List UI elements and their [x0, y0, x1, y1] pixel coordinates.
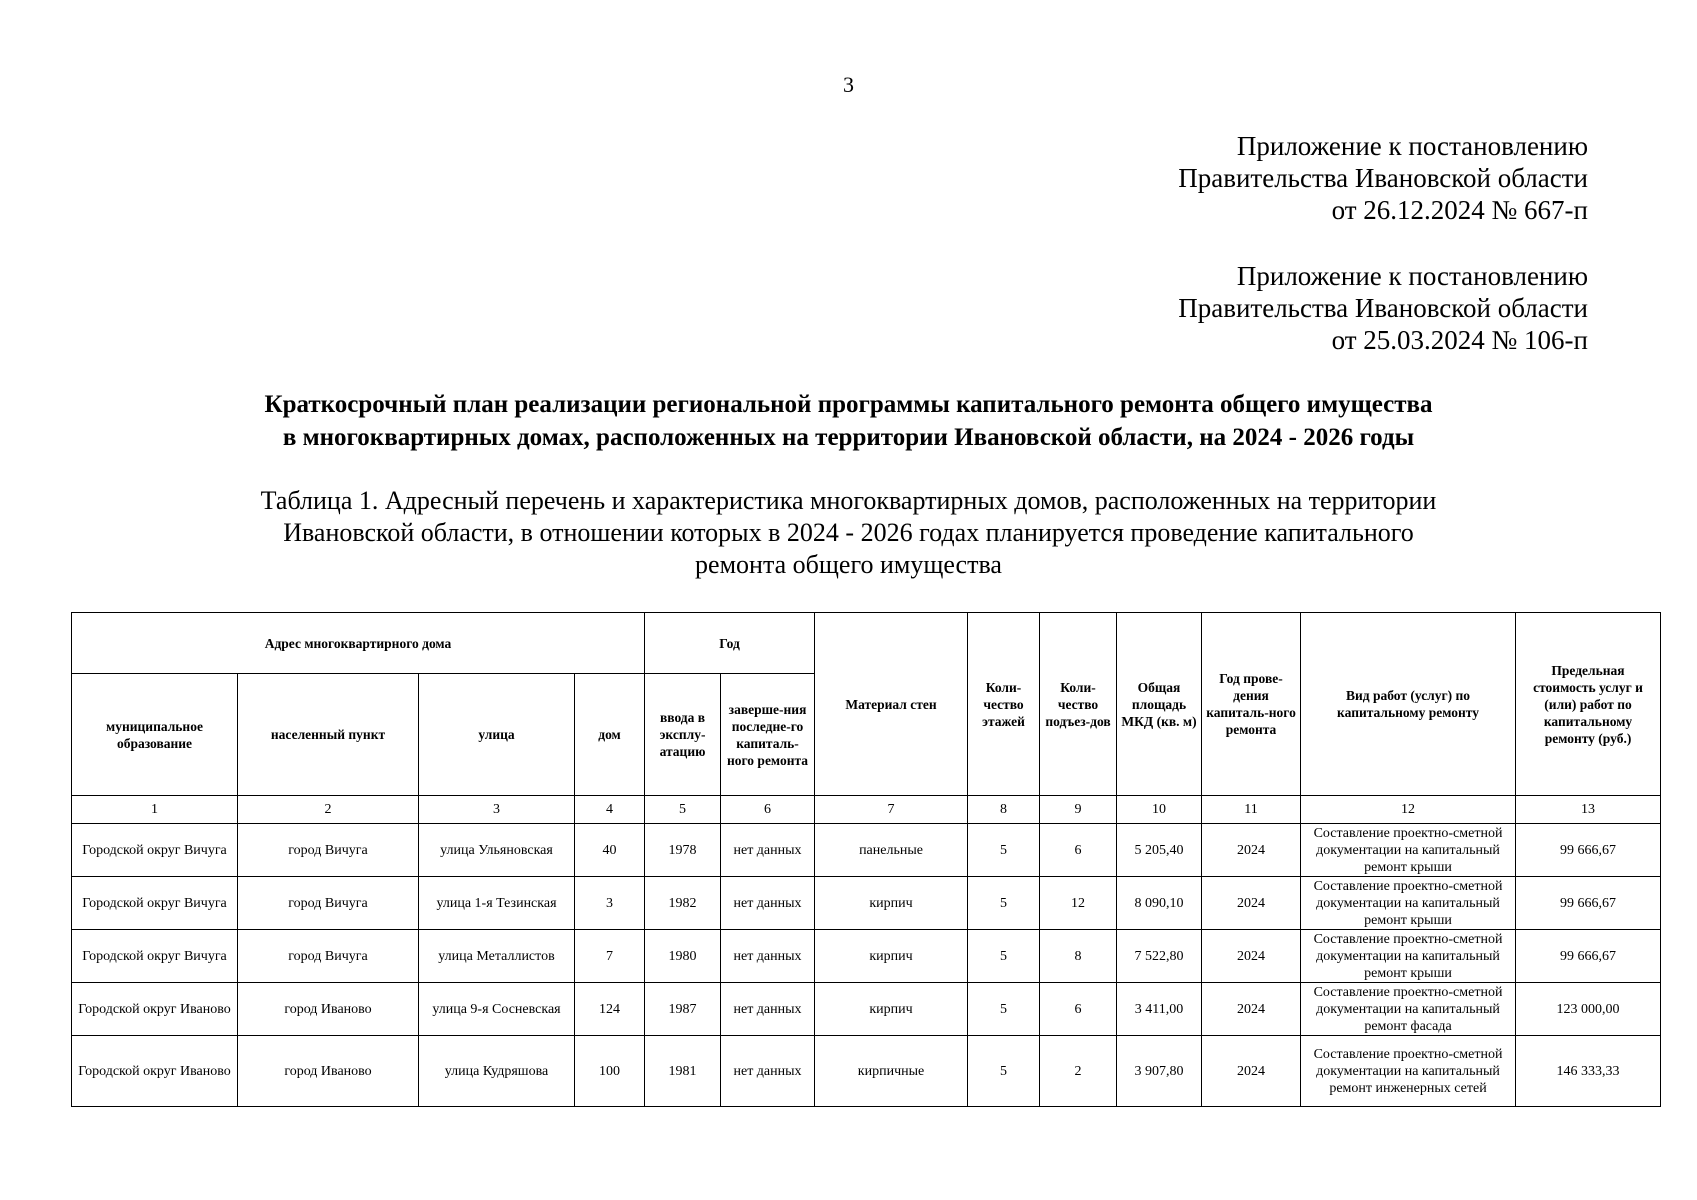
header-floors: Коли-чество этажей	[968, 613, 1040, 796]
column-number: 7	[815, 796, 968, 824]
table-row	[72, 983, 1661, 1036]
appendix-note-current	[1178, 130, 1588, 226]
cell-house: 3	[575, 877, 645, 930]
cell-work-type: Составление проектно-сметной документации на капитальный ремонт крыши	[1301, 877, 1516, 930]
cell-house: 40	[575, 824, 645, 877]
table-row	[72, 824, 1661, 877]
cell-floors: 5	[968, 930, 1040, 983]
cell-street: улица 9-я Сосневская	[419, 983, 575, 1036]
cell-settlement: город Вичуга	[238, 877, 419, 930]
cell-wall-material: кирпичные	[815, 1036, 968, 1107]
column-number: 2	[238, 796, 419, 824]
cell-entrances: 12	[1040, 877, 1117, 930]
column-number: 5	[645, 796, 721, 824]
header-street: улица	[419, 674, 575, 796]
cell-work-type: Составление проектно-сметной документации на капитальный ремонт крыши	[1301, 824, 1516, 877]
title-line: Краткосрочный план реализации региональной программы капитального ремонта общего имущества	[264, 391, 1433, 418]
column-number: 9	[1040, 796, 1117, 824]
cell-settlement: город Иваново	[238, 983, 419, 1036]
cell-repair-year: 2024	[1202, 930, 1301, 983]
header-max-cost: Предельная стоимость услуг и (или) работ по капитальному ремонту (руб.)	[1516, 613, 1661, 796]
cell-year-last-repair: нет данных	[721, 983, 815, 1036]
header-area: Общая площадь МКД (кв. м)	[1117, 613, 1202, 796]
cell-floors: 5	[968, 983, 1040, 1036]
column-number: 13	[1516, 796, 1661, 824]
cell-area: 7 522,80	[1117, 930, 1202, 983]
column-number: 6	[721, 796, 815, 824]
header-year-group: Год	[645, 613, 815, 674]
cell-max-cost: 99 666,67	[1516, 877, 1661, 930]
cell-floors: 5	[968, 877, 1040, 930]
cell-entrances: 8	[1040, 930, 1117, 983]
cell-entrances: 6	[1040, 983, 1117, 1036]
cell-settlement: город Вичуга	[238, 824, 419, 877]
cell-area: 5 205,40	[1117, 824, 1202, 877]
cell-municipality: Городской округ Вичуга	[72, 877, 238, 930]
cell-work-type: Составление проектно-сметной документации на капитальный ремонт фасада	[1301, 983, 1516, 1036]
cell-area: 8 090,10	[1117, 877, 1202, 930]
cell-year-commissioned: 1978	[645, 824, 721, 877]
cell-repair-year: 2024	[1202, 1036, 1301, 1107]
column-number: 12	[1301, 796, 1516, 824]
cell-max-cost: 99 666,67	[1516, 824, 1661, 877]
cell-area: 3 907,80	[1117, 1036, 1202, 1107]
appendix-line: от 26.12.2024 № 667-п	[1331, 195, 1588, 225]
header-wall-material: Материал стен	[815, 613, 968, 796]
houses-table	[71, 612, 1661, 1107]
cell-work-type: Составление проектно-сметной документации на капитальный ремонт инженерных сетей	[1301, 1036, 1516, 1107]
cell-wall-material: кирпич	[815, 877, 968, 930]
column-number: 4	[575, 796, 645, 824]
column-number: 10	[1117, 796, 1202, 824]
cell-street: улица Ульяновская	[419, 824, 575, 877]
header-address-group: Адрес многоквартирного дома	[72, 613, 645, 674]
table-caption	[0, 485, 1697, 581]
column-number: 3	[419, 796, 575, 824]
header-settlement: населенный пункт	[238, 674, 419, 796]
appendix-line: Правительства Ивановской области	[1178, 293, 1588, 323]
appendix-line: Приложение к постановлению	[1236, 261, 1588, 291]
cell-work-type: Составление проектно-сметной документации на капитальный ремонт крыши	[1301, 930, 1516, 983]
column-number: 1	[72, 796, 238, 824]
appendix-line: Приложение к постановлению	[1236, 131, 1588, 161]
cell-year-commissioned: 1982	[645, 877, 721, 930]
cell-year-last-repair: нет данных	[721, 930, 815, 983]
column-number: 8	[968, 796, 1040, 824]
cell-house: 124	[575, 983, 645, 1036]
appendix-line: от 25.03.2024 № 106-п	[1331, 325, 1588, 355]
cell-repair-year: 2024	[1202, 824, 1301, 877]
cell-municipality: Городской округ Вичуга	[72, 824, 238, 877]
cell-max-cost: 99 666,67	[1516, 930, 1661, 983]
header-municipality: муниципальное образование	[72, 674, 238, 796]
table-row	[72, 930, 1661, 983]
cell-settlement: город Иваново	[238, 1036, 419, 1107]
header-work-type: Вид работ (услуг) по капитальному ремонту	[1301, 613, 1516, 796]
table-row	[72, 877, 1661, 930]
cell-municipality: Городской округ Иваново	[72, 983, 238, 1036]
appendix-note-previous	[1178, 260, 1588, 356]
cell-year-last-repair: нет данных	[721, 877, 815, 930]
appendix-line: Правительства Ивановской области	[1178, 163, 1588, 193]
header-entrances: Коли-чество подъез-дов	[1040, 613, 1117, 796]
cell-street: улица Металлистов	[419, 930, 575, 983]
cell-house: 100	[575, 1036, 645, 1107]
cell-entrances: 2	[1040, 1036, 1117, 1107]
cell-street: улица 1-я Тезинская	[419, 877, 575, 930]
header-year-last-repair: заверше-ния последне-го капиталь-ного ремонта	[721, 674, 815, 796]
cell-max-cost: 146 333,33	[1516, 1036, 1661, 1107]
cell-settlement: город Вичуга	[238, 930, 419, 983]
cell-year-commissioned: 1980	[645, 930, 721, 983]
header-year-commissioned: ввода в эксплу-атацию	[645, 674, 721, 796]
caption-line: Таблица 1. Адресный перечень и характеристика многоквартирных домов, расположенных на территории	[260, 486, 1437, 515]
cell-year-last-repair: нет данных	[721, 1036, 815, 1107]
cell-entrances: 6	[1040, 824, 1117, 877]
column-number: 11	[1202, 796, 1301, 824]
cell-municipality: Городской округ Иваново	[72, 1036, 238, 1107]
cell-repair-year: 2024	[1202, 877, 1301, 930]
caption-line: Ивановской области, в отношении которых в 2024 - 2026 годах планируется проведение капитального	[283, 518, 1414, 547]
cell-wall-material: панельные	[815, 824, 968, 877]
cell-house: 7	[575, 930, 645, 983]
table-row	[72, 1036, 1661, 1107]
caption-line: ремонта общего имущества	[695, 550, 1002, 579]
document-title	[0, 388, 1697, 454]
cell-street: улица Кудряшова	[419, 1036, 575, 1107]
cell-year-commissioned: 1987	[645, 983, 721, 1036]
cell-repair-year: 2024	[1202, 983, 1301, 1036]
cell-municipality: Городской округ Вичуга	[72, 930, 238, 983]
header-house: дом	[575, 674, 645, 796]
cell-year-last-repair: нет данных	[721, 824, 815, 877]
header-repair-year: Год прове-дения капиталь-ного ремонта	[1202, 613, 1301, 796]
cell-year-commissioned: 1981	[645, 1036, 721, 1107]
cell-wall-material: кирпич	[815, 983, 968, 1036]
cell-max-cost: 123 000,00	[1516, 983, 1661, 1036]
cell-wall-material: кирпич	[815, 930, 968, 983]
cell-floors: 5	[968, 1036, 1040, 1107]
cell-floors: 5	[968, 824, 1040, 877]
cell-area: 3 411,00	[1117, 983, 1202, 1036]
title-line: в многоквартирных домах, расположенных на территории Ивановской области, на 2024 - 2026 годы	[282, 424, 1415, 451]
page-number: 3	[843, 72, 854, 97]
